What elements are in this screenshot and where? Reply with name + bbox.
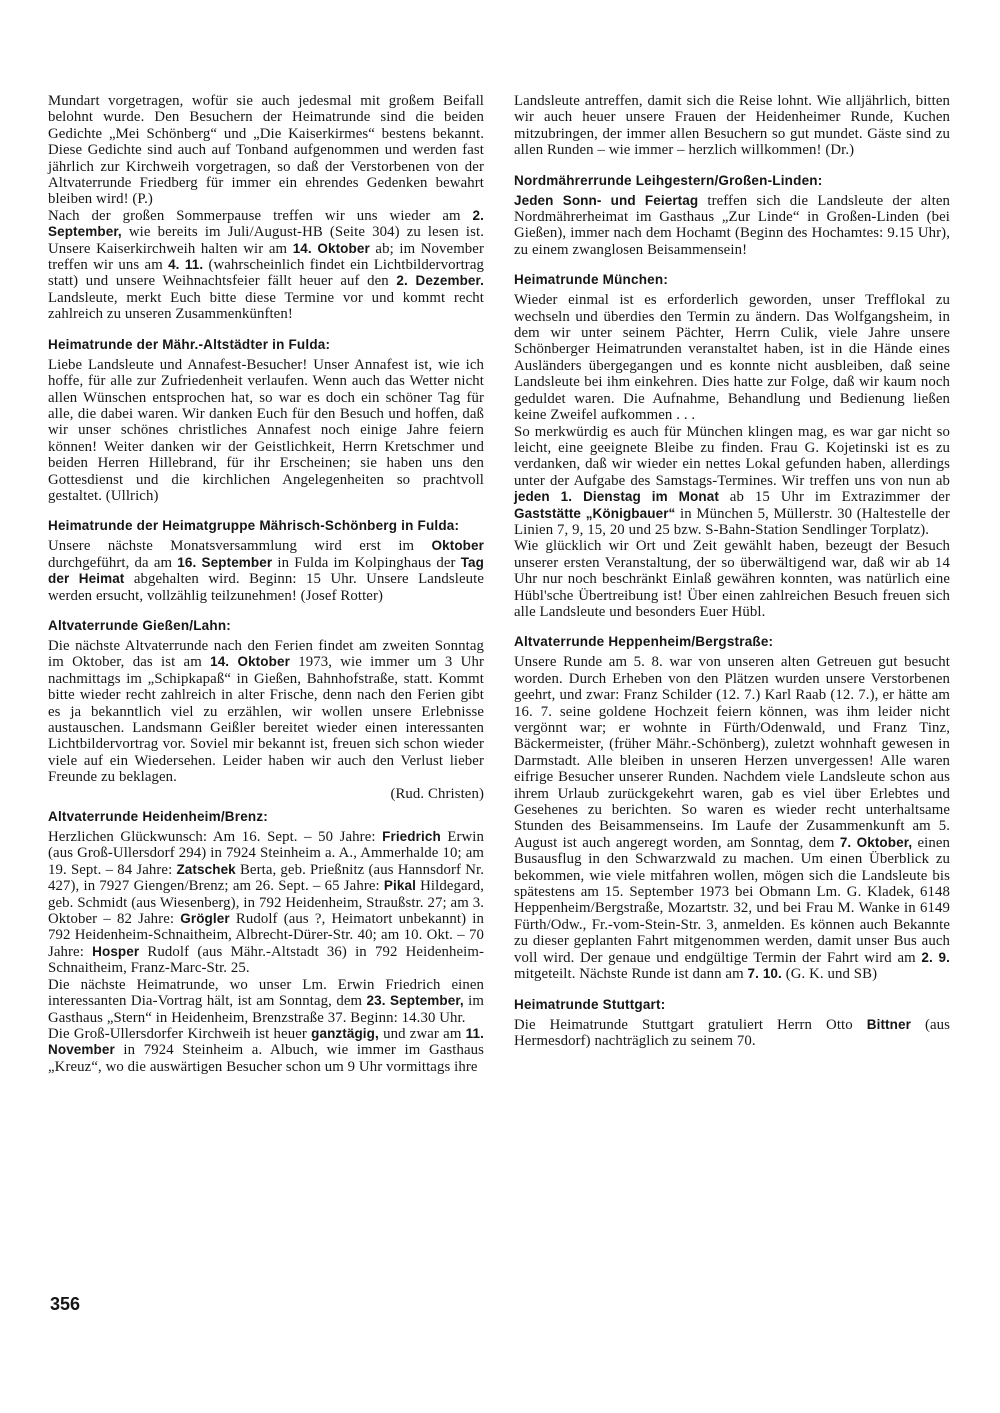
paragraph: Liebe Landsleute und Annafest-Besucher! Unser Annafest ist, wie ich hoffe, für alle zur Zufriedenheit verlaufen. Wenn auch das Wetter nicht allen Wünschen entsprochen hat, so war es doch ein schöner Tag für alle, die dabei waren. Wir danken Euch für den Besuch und hoffen, daß wir unser schönes christliches Annafest noch einige Jahre feiern können! Weiter danken wir der Geistlichkeit, Herrn Kretschmer und beiden Herren Hillebrand, für ihr Erscheinen; sie haben uns den Gottesdienst und die kirchlichen Angelegenheiten so prachtvoll gestaltet. (Ullrich) xyxy=(48,356,484,504)
article-stuttgart xyxy=(514,996,950,1050)
article-giessen xyxy=(48,617,484,802)
article-friedberg-continued xyxy=(48,93,484,323)
paragraph: Die Groß-Ullersdorfer Kirchweih ist heuer ganztägig, und zwar am 11. November in 7924 Steinheim a. Albuch, wie immer im Gasthaus „Kreuz“, wo die auswärtigen Besucher schon um 9 Uhr vormittags ihre xyxy=(48,1025,484,1075)
section-heading: Heimatrunde Stuttgart: xyxy=(514,996,666,1012)
paragraph: Die nächste Altvaterrunde nach den Ferien findet am zweiten Sonntag im Oktober, das ist am 14. Oktober 1973, wie immer um 3 Uhr nachmittags im „Schipkapaß“ in Gießen, Bahnhofstraße, statt. Kommt bitte wieder recht zahlreich in alter Frische, denn nach den Ferien gibt es ja bekanntlich viel zu erzählen, wir wollen unsere Erlebnisse austauschen. Landsmann Geißler bereitet wieder einen interessanten Lichtbildervortrag vor. Soviel mir bekannt ist, freuen sich schon wieder viele auf ein Wiedersehen. Leider haben wir auch den Verlust lieber Freunde zu beklagen. xyxy=(48,637,484,786)
paragraph: So merkwürdig es auch für München klingen mag, es war gar nicht so leicht, eine geeignete Bleibe zu finden. Frau G. Kojetinski ist es zu verdanken, daß wir wieder ein nettes Lokal gefunden haben, allerdings unter der Aufgabe des Samstags-Termines. Wir treffen uns von nun ab jeden 1. Dienstag im Monat ab 15 Uhr im Extrazimmer der Gaststätte „Königbauer“ in München 5, Müllerstr. 30 (Haltestelle der Linien 7, 9, 15, 20 und 25 bzw. S-Bahn-Station Sendlinger Torplatz). xyxy=(514,423,950,538)
paragraph: Unsere Runde am 5. 8. war von unseren alten Getreuen gut besucht worden. Durch Erheben von den Plätzen wurden unsere Verstorbenen geehrt, und zwar: Franz Schilder (12. 7.) Karl Raab (12. 7.), er hätte am 16. 7. seine goldene Hochzeit feiern können, was ihm leider nicht vergönnt war; er wohnte in Fürth/Odenwald, und Franz Tinz, Bäckermeister, (früher Mähr.-Schönberg), zuletzt wohnhaft gewesen in Darmstadt. Alle bleiben in unseren Herzen unvergessen! Alle waren eifrige Besucher unserer Runden. Nachdem viele Landsleute schon aus ihrem Urlaub zurückgekehrt waren, gab es viel über Erlebtes und Gesehenes zu berichten. So waren es wieder recht unterhaltsame Stunden des Beisammenseins. Im Laufe der Zusammenkunft am 5. August ist auch angeregt worden, am Sonntag, dem 7. Oktober, einen Busausflug in den Schwarzwald zu machen. Um einen Überblick zu bekommen, wie viele mitfahren wollen, mögen sich die Landsleute bis spätestens am 15. September 1973 bei Obmann Lm. G. Kladek, 6148 Heppenheim/Bergstraße, Mozartstr. 32, und bei Frau M. Wanke in 6149 Fürth/Odw., Fr.-vom-Stein-Str. 3, anmelden. Es können auch Bekannte zu dieser geplanten Fahrt mitgenommen werden, damit unser Bus auch voll wird. Der genaue und endgültige Termin der Fahrt wird am 2. 9. mitgeteilt. Nächste Runde ist dann am 7. 10. (G. K. und SB) xyxy=(514,654,951,983)
paragraph: Mundart vorgetragen, wofür sie auch jedesmal mit großem Beifall belohnt wurde. Den Besuchern der Heimatrunde sind die beiden Gedichte „Mei Schönberg“ und „Die Kaiserkirmes“ bestens bekannt. Diese Gedichte sind auch auf Tonband aufgenommen und werden fast jährlich zur Kirchweih vorgetragen, so daß der Verstorbenen von der Altvaterrunde Friedberg für immer ein ehrendes Gedenken bewahrt bleiben wird! (P.) xyxy=(48,93,484,208)
paragraph: Wie glücklich wir Ort und Zeit gewählt haben, bezeugt der Besuch unserer ersten Veranstaltung, der so überwältigend war, daß wir ab 14 Uhr nur noch beschränkt Einlaß gewähren konnten, was natürlich eine Hübl'sche Übertreibung ist! Über einen zahlreichen Besuch freuen sich alle Landsleute und besonders Euer Hübl. xyxy=(514,538,950,620)
article-leihgestern xyxy=(514,172,950,259)
section-heading: Altvaterrunde Heidenheim/Brenz: xyxy=(48,809,268,825)
article-muenchen xyxy=(514,271,950,620)
left-column xyxy=(48,93,484,1088)
section-heading: Heimatrunde der Mähr.-Altstädter in Fulda: xyxy=(48,336,331,352)
section-heading: Altvaterrunde Heppenheim/Bergstraße: xyxy=(514,634,774,650)
article-fulda-schoenberg xyxy=(48,517,484,604)
right-column xyxy=(514,93,950,1062)
paragraph: Landsleute antreffen, damit sich die Reise lohnt. Wie alljährlich, bitten wir auch heuer unsere Frauen der Heidenheimer Runde, Kuchen mitzubringen, der immer allen Besuchern so gut mundet. Gäste sind zu allen Runden – wie immer – herzlich willkommen! (Dr.) xyxy=(514,93,950,159)
page-number: 356 xyxy=(50,1294,81,1314)
section-heading: Heimatrunde der Heimatgruppe Mährisch-Schönberg in Fulda: xyxy=(48,518,460,534)
article-heppenheim xyxy=(514,633,950,982)
paragraph: Die nächste Heimatrunde, wo unser Lm. Erwin Friedrich einen interessanten Dia-Vortrag hält, ist am Sonntag, dem 23. September, im Gasthaus „Stern“ in Heidenheim, Brenzstraße 37. Beginn: 14.30 Uhr. xyxy=(48,976,485,1026)
paragraph: Herzlichen Glückwunsch: Am 16. Sept. – 50 Jahre: Friedrich Erwin (aus Groß-Ullersdorf 294) in 7924 Steinheim a. A., Ammerhalde 10; am 19. Sept. – 84 Jahre: Zatschek Berta, geb. Prießnitz (aus Hannsdorf Nr. 427), in 7927 Giengen/Brenz; am 26. Sept. – 65 Jahre: Pikal Hildegard, geb. Schmidt (aus Wiesenberg), in 792 Heidenheim, Straußstr. 27; am 3. Oktober – 82 Jahre: Grögler Rudolf (aus ?, Heimatort unbekannt) in 792 Heidenheim-Schnaitheim, Albrecht-Dürer-Str. 40; am 10. Okt. – 70 Jahre: Hosper Rudolf (aus Mähr.-Altstadt 36) in 792 Heidenheim-Schnaitheim, Franz-Marc-Str. 25. xyxy=(48,829,485,977)
signature: (Rud. Christen) xyxy=(390,785,484,802)
article-fulda-altstaedter xyxy=(48,336,484,505)
paragraph: Jeden Sonn- und Feiertag treffen sich die Landsleute der alten Nordmährerheimat im Gasthaus „Zur Linde“ in Großen-Linden (bei Gießen), immer nach dem Hochamt (Beginn des Hochamtes: 9.15 Uhr), zu einem zwanglosen Beisammensein! xyxy=(514,192,950,258)
paragraph: Unsere nächste Monatsversammlung wird erst im Oktober durchgeführt, da am 16. September in Fulda im Kolpinghaus der Tag der Heimat abgehalten wird. Beginn: 15 Uhr. Unsere Landsleute werden ersucht, vollzählig teilzunehmen! (Josef Rotter) xyxy=(48,538,485,604)
section-heading: Altvaterrunde Gießen/Lahn: xyxy=(48,617,231,633)
article-heidenheim-continued xyxy=(514,93,950,159)
article-heidenheim xyxy=(48,808,484,1075)
paragraph: Nach der großen Sommerpause treffen wir uns wieder am 2. September, wie bereits im Juli/August-HB (Seite 304) zu lesen ist. Unsere Kaiserkirchweih halten wir am 14. Oktober ab; im November treffen wir uns am 4. 11. (wahrscheinlich findet ein Lichtbildervortrag statt) und unsere Weihnachtsfeier fällt heuer auf den 2. Dezember. Landsleute, merkt Euch bitte diese Termine vor und kommt recht zahlreich zu unseren Zusammenkünften! xyxy=(48,207,484,323)
section-heading: Nordmährerrunde Leihgestern/Großen-Linden: xyxy=(514,172,823,188)
section-heading: Heimatrunde München: xyxy=(514,272,669,288)
paragraph: Wieder einmal ist es erforderlich geworden, unser Trefflokal zu wechseln und überdies den Termin zu ändern. Das Wolfgangsheim, in dem wir unter seinem Pächter, Herrn Culik, viele Jahre unsere Schönberger Heimatrunden veranstaltet haben, ist in die Hände eines Ausländers übergegangen und es konnte nicht ausbleiben, daß seine Landsleute bei ihm einkehren. Dies hatte zur Folge, daß wir kaum noch geduldet waren. Die Aufnahme, Behandlung und Bedienung ließen keine Zweifel aufkommen . . . xyxy=(514,292,950,424)
paragraph: Die Heimatrunde Stuttgart gratuliert Herrn Otto Bittner (aus Hermesdorf) nachträglich zu seinem 70. xyxy=(514,1016,950,1049)
